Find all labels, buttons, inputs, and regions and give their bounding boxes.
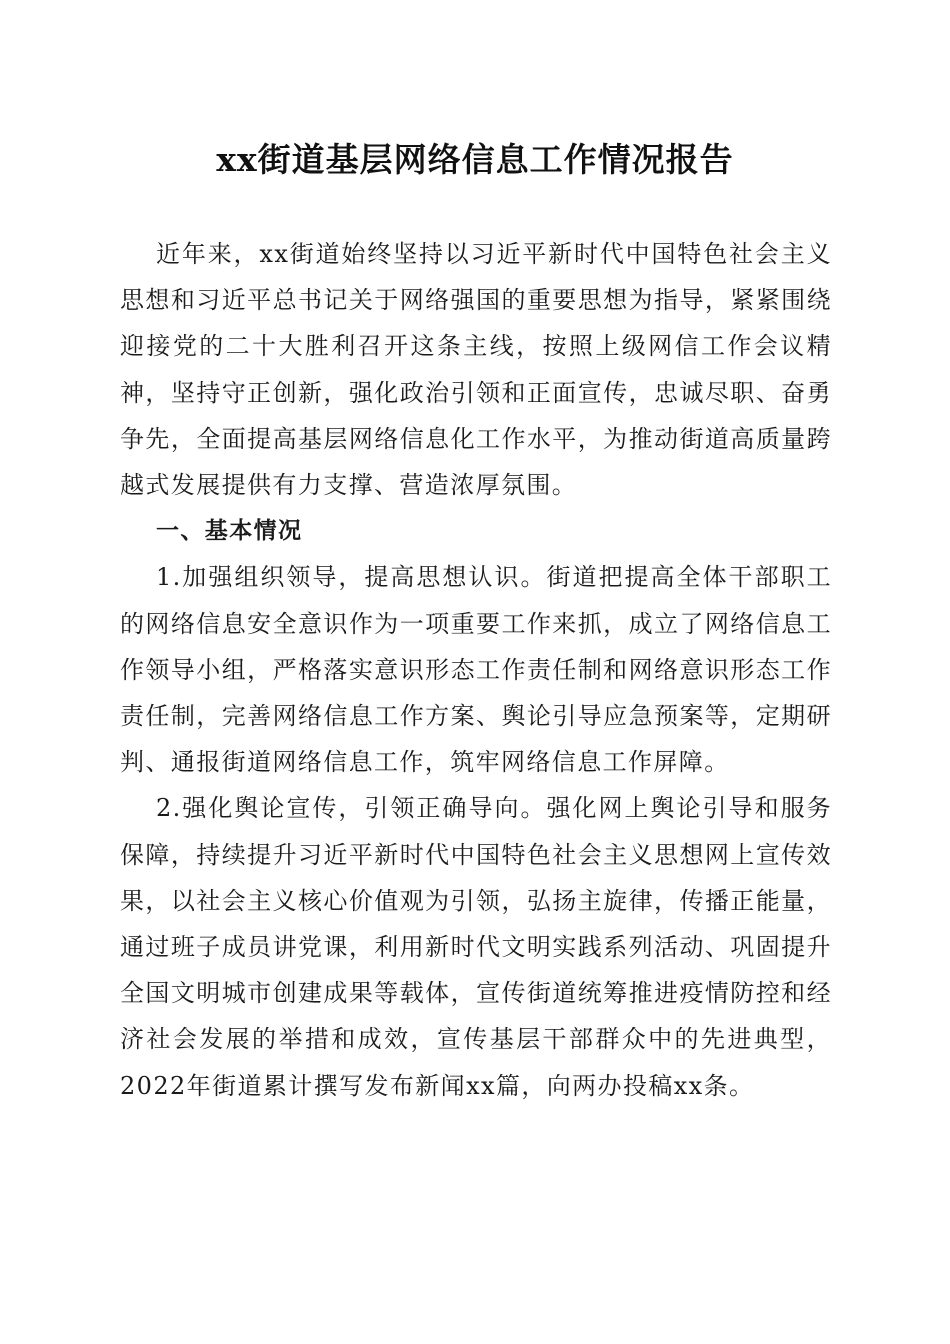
document-title: xx街道基层网络信息工作情况报告 bbox=[216, 140, 734, 179]
item-paragraph-2: 2.强化舆论宣传，引领正确导向。强化网上舆论引导和服务保障，持续提升习近平新时代中国特色社会主义思想网上宣传效果，以社会主义核心价值观为引领，弘扬主旋律，传播正能量，通过班子成员讲党课，利用新时代文明实践系列活动、巩固提升全国文明城市创建成果等载体，宣传街道统筹推进疫情防控和经济社会发展的举措和成效，宣传基层干部群众中的先进典型，2022年街道累计撰写发布新闻xx篇，向两办投稿xx条。 bbox=[120, 794, 832, 1100]
section-heading-basic-situation: 一、基本情况 bbox=[156, 518, 303, 545]
document-body bbox=[120, 231, 832, 1109]
intro-paragraph: 近年来，xx街道始终坚持以习近平新时代中国特色社会主义思想和习近平总书记关于网络强国的重要思想为指导，紧紧围绕迎接党的二十大胜利召开这条主线，按照上级网信工作会议精神，坚持守正创新，强化政治引领和正面宣传，忠诚尽职、奋勇争先，全面提高基层网络信息化工作水平，为推动街道高质量跨越式发展提供有力支撑、营造浓厚氛围。 bbox=[120, 240, 832, 500]
item-paragraph-1: 1.加强组织领导，提高思想认识。街道把提高全体干部职工的网络信息安全意识作为一项重要工作来抓，成立了网络信息工作领导小组，严格落实意识形态工作责任制和网络意识形态工作责任制，完善网络信息工作方案、舆论引导应急预案等，定期研判、通报街道网络信息工作，筑牢网络信息工作屏障。 bbox=[120, 563, 832, 777]
